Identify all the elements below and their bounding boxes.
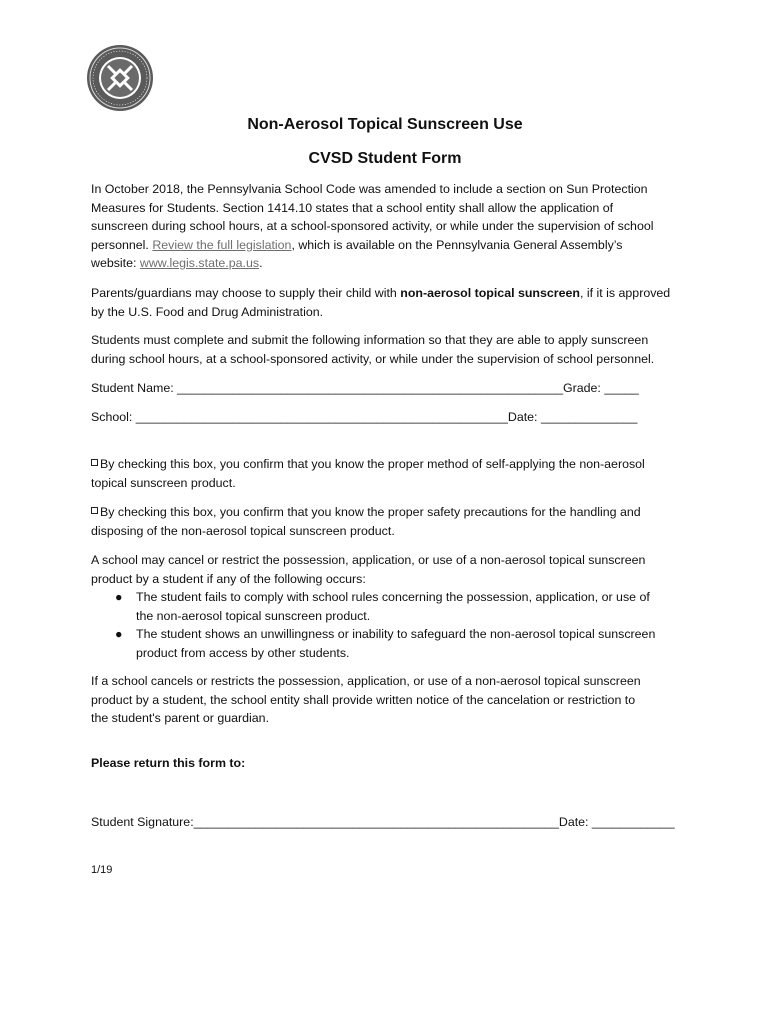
list-item: ● The student fails to comply with school rules concerning the possession, application, or use of the non-aerosol topical sunscreen product.: [115, 590, 650, 623]
parents-paragraph: Parents/guardians may choose to supply their child with non-aerosol topical sunscreen, if it is approved by the U.S. Food and Drug Administration.: [91, 286, 671, 319]
bullet-icon: ●: [115, 627, 123, 641]
notice-paragraph: If a school cancels or restricts the possession, application, or use of a non-aerosol topical sunscreen product by a student, the school entity shall provide written notice of the cancelation or restriction to the student's parent or guardian.: [91, 674, 641, 725]
safety-checkbox[interactable]: [91, 507, 98, 514]
school-seal-logo: [86, 44, 154, 112]
form-version-code: 1/19: [91, 864, 113, 876]
students-paragraph: Students must complete and submit the following information so that they are able to apply sunscreen during school hours, at a school-sponsored activity, or while under the supervision of school personnel.: [91, 333, 655, 366]
return-form-label: Please return this form to:: [91, 756, 246, 770]
form-title: Non-Aerosol Topical Sunscreen Use: [247, 116, 523, 133]
self-apply-checkbox-row: By checking this box, you confirm that you know the proper method of self-applying the non-aerosol topical sunscreen product.: [91, 457, 645, 490]
school-seal-icon: [86, 44, 154, 112]
legis-website-link[interactable]: www.legis.state.pa.us: [139, 256, 260, 270]
legislation-link[interactable]: Review the full legislation: [152, 237, 292, 252]
form-subtitle: CVSD Student Form: [308, 150, 462, 167]
student-signature-field[interactable]: Student Signature:_____________________________________________________Date: ____________: [91, 815, 675, 829]
school-date-field[interactable]: School: ______________________________________________________Date: ______________: [91, 410, 638, 424]
student-name-grade-field[interactable]: Student Name: ________________________________________________________Grade: _____: [91, 381, 639, 395]
self-apply-checkbox[interactable]: [91, 459, 98, 466]
list-item: ● The student shows an unwillingness or inability to safeguard the non-aerosol topical sunscreen product from access by other students.: [115, 627, 656, 660]
bullet-icon: ●: [115, 590, 123, 604]
intro-paragraph: In October 2018, the Pennsylvania School Code was amended to include a section on Sun Protection Measures for Students. Section 1414.10 states that a school entity shall allow the application of sunscreen during school hours, at a school-sponsored activity, or while under the supervision of school personnel. Review the full legislation, which is available on the Pennsylvania General Assembly’s website: www.legis.state.pa.us.: [91, 182, 654, 270]
safety-checkbox-row: By checking this box, you confirm that you know the proper safety precautions for the handling and disposing of the non-aerosol topical sunscreen product.: [91, 505, 641, 538]
cancel-paragraph: A school may cancel or restrict the possession, application, or use of a non-aerosol topical sunscreen product by a student if any of the following occurs: ● The student fails to comply with school rules concerning the possession, application, or use of the non-aerosol topical sunscreen product. ● The student shows an unwillingness or inability to safeguard the non-aerosol topical sunscreen product from access by other students.: [91, 551, 681, 662]
